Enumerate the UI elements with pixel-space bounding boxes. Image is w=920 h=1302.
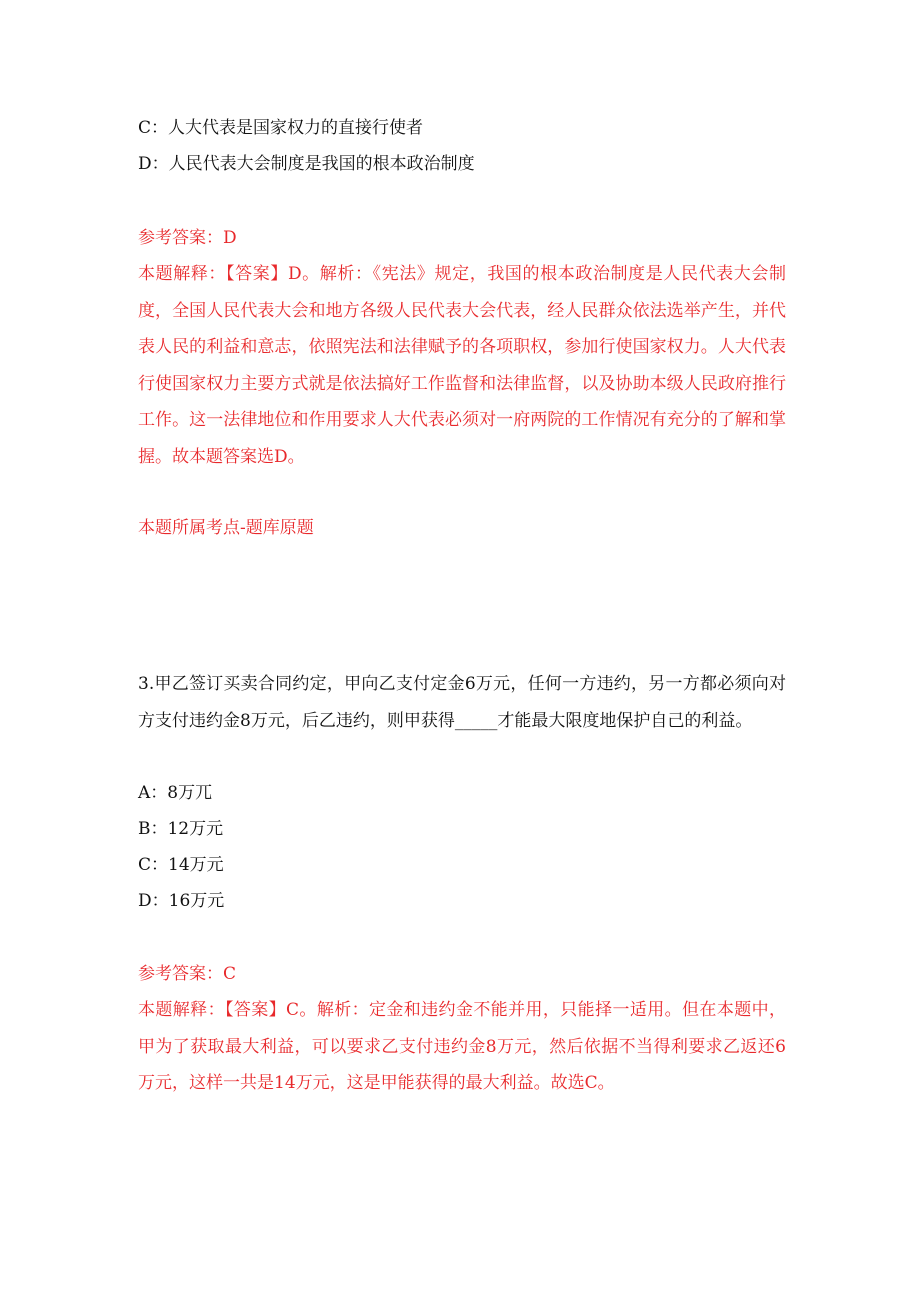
prev-option-c: C：人大代表是国家权力的直接行使者 (138, 118, 424, 138)
question3-answer: 参考答案：C (138, 964, 237, 984)
question3-option-b: B：12万元 (138, 819, 224, 839)
question3-stem: 3.甲乙签订买卖合同约定，甲向乙支付定金6万元，任何一方违约，另一方都必须向对方支付违约金8万元，后乙违约，则甲获得_____才能最大限度地保护自己的利益。 (138, 674, 786, 731)
prev-option-d: D：人民代表大会制度是我国的根本政治制度 (138, 154, 475, 174)
question3-explanation: 本题解释：【答案】C。解析：定金和违约金不能并用，只能择一适用。但在本题中，甲为了获取最大利益，可以要求乙支付违约金8万元，然后依据不当得利要求乙返还6万元，这样一共是14万元，这是甲能获得的最大利益。故选C。 (138, 1000, 786, 1093)
question3-option-d: D：16万元 (138, 891, 225, 911)
prev-explanation: 本题解释：【答案】D。解析：《宪法》规定，我国的根本政治制度是人民代表大会制度，全国人民代表大会和地方各级人民代表大会代表，经人民群众依法选举产生，并代表人民的利益和意志，依照宪法和法律赋予的各项职权，参加行使国家权力。人大代表行使国家权力主要方式就是依法搞好工作监督和法律监督，以及协助本级人民政府推行工作。这一法律地位和作用要求人大代表必须对一府两院的工作情况有充分的了解和掌握。故本题答案选D。 (138, 264, 786, 467)
question3-option-a: A：8万兀 (138, 783, 213, 803)
prev-answer: 参考答案：D (138, 228, 237, 248)
prev-topic: 本题所属考点-题库原题 (138, 518, 314, 538)
question3-option-c: C：14万元 (138, 855, 224, 875)
